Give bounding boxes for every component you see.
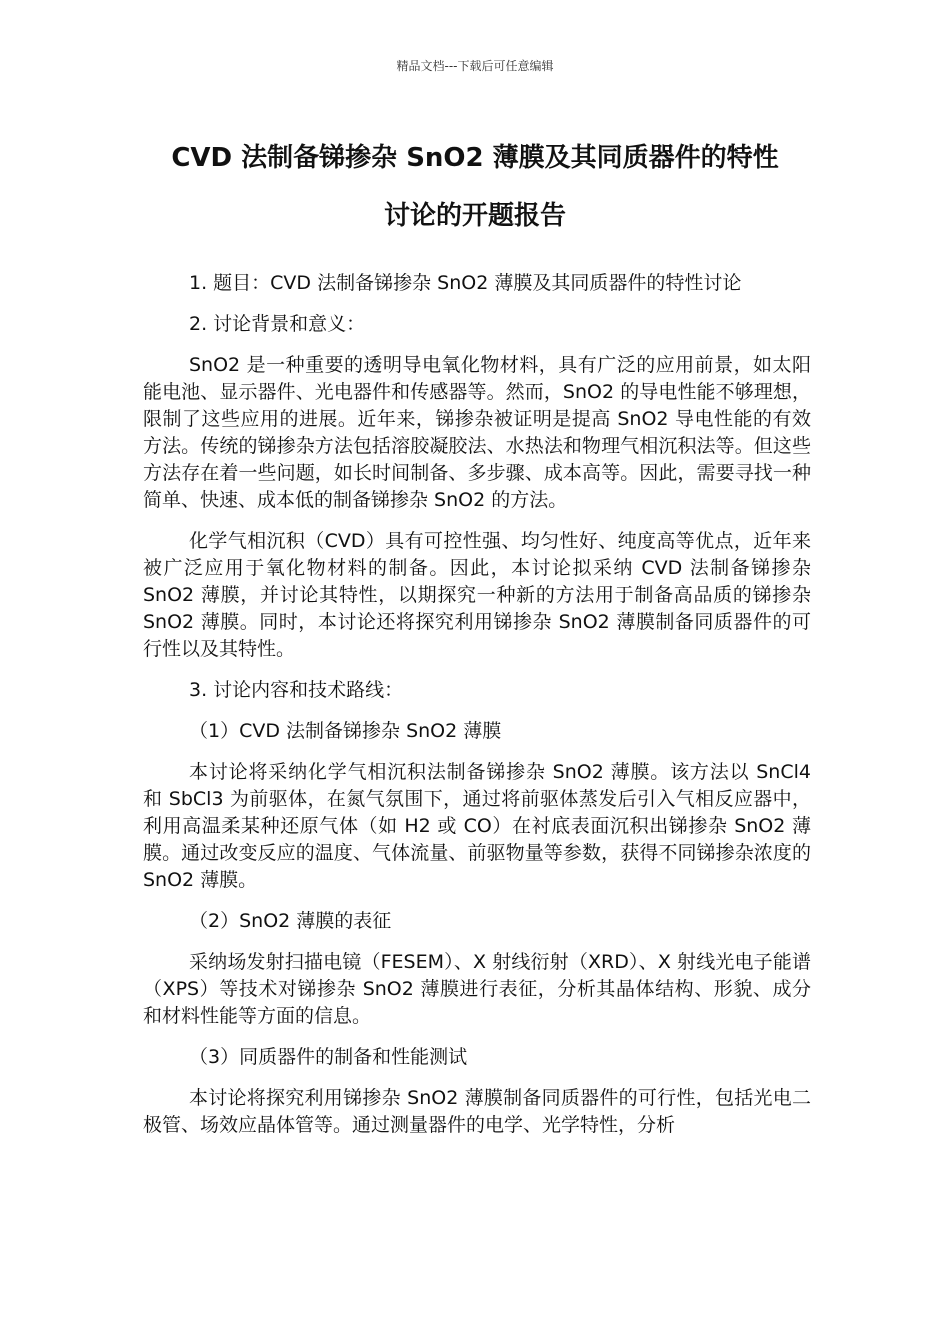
subsection-1-heading: （1）CVD 法制备锑掺杂 SnO2 薄膜 [189, 720, 502, 742]
subsection-2-heading: （2）SnO2 薄膜的表征 [189, 910, 392, 932]
document-title-line-1: CVD 法制备锑掺杂 SnO2 薄膜及其同质器件的特性 [171, 143, 779, 173]
subsection-3-paragraph: 本讨论将探究利用锑掺杂 SnO2 薄膜制备同质器件的可行性，包括光电二极管、场效应晶体管等。通过测量器件的电学、光学特性，分析 [143, 1087, 811, 1136]
document-body [143, 270, 811, 1153]
subsection-1-paragraph: 本讨论将采纳化学气相沉积法制备锑掺杂 SnO2 薄膜。该方法以 SnCl4 和 SbCl3 为前驱体，在氮气氛围下，通过将前驱体蒸发后引入气相反应器中，利用高温柔某种还原气体（如 H2 或 CO）在衬底表面沉积出锑掺杂 SnO2 薄膜。通过改变反应的温度、气体流量、前驱物量等参数，获得不同锑掺杂浓度的 SnO2 薄膜。 [143, 761, 811, 891]
background-paragraph-1: SnO2 是一种重要的透明导电氧化物材料，具有广泛的应用前景，如太阳能电池、显示器件、光电器件和传感器等。然而，SnO2 的导电性能不够理想，限制了这些应用的进展。近年来，锑掺杂被证明是提高 SnO2 导电性能的有效方法。传统的锑掺杂方法包括溶胶凝胶法、水热法和物理气相沉积法等。但这些方法存在着一些问题，如长时间制备、多步骤、成本高等。因此，需要寻找一种简单、快速、成本低的制备锑掺杂 SnO2 的方法。 [143, 354, 811, 511]
background-paragraph-2: 化学气相沉积（CVD）具有可控性强、均匀性好、纯度高等优点，近年来被广泛应用于氧化物材料的制备。因此，本讨论拟采纳 CVD 法制备锑掺杂 SnO2 薄膜，并讨论其特性，以期探究一种新的方法用于制备高品质的锑掺杂 SnO2 薄膜。同时，本讨论还将探究利用锑掺杂 SnO2 薄膜制备同质器件的可行性以及其特性。 [143, 530, 811, 660]
section-background-heading: 2. 讨论背景和意义： [189, 313, 366, 335]
section-content-heading: 3. 讨论内容和技术路线： [189, 679, 404, 701]
subsection-2-paragraph: 采纳场发射扫描电镜（FESEM）、X 射线衍射（XRD）、X 射线光电子能谱（XPS）等技术对锑掺杂 SnO2 薄膜进行表征，分析其晶体结构、形貌、成分和材料性能等方面的信息。 [143, 951, 811, 1027]
subsection-3-heading: （3）同质器件的制备和性能测试 [189, 1046, 468, 1068]
section-topic: 1. 题目：CVD 法制备锑掺杂 SnO2 薄膜及其同质器件的特性讨论 [189, 272, 742, 294]
page-header-note: 精品文档---下载后可任意编辑 [396, 59, 554, 73]
document-title-line-2: 讨论的开题报告 [383, 201, 566, 231]
